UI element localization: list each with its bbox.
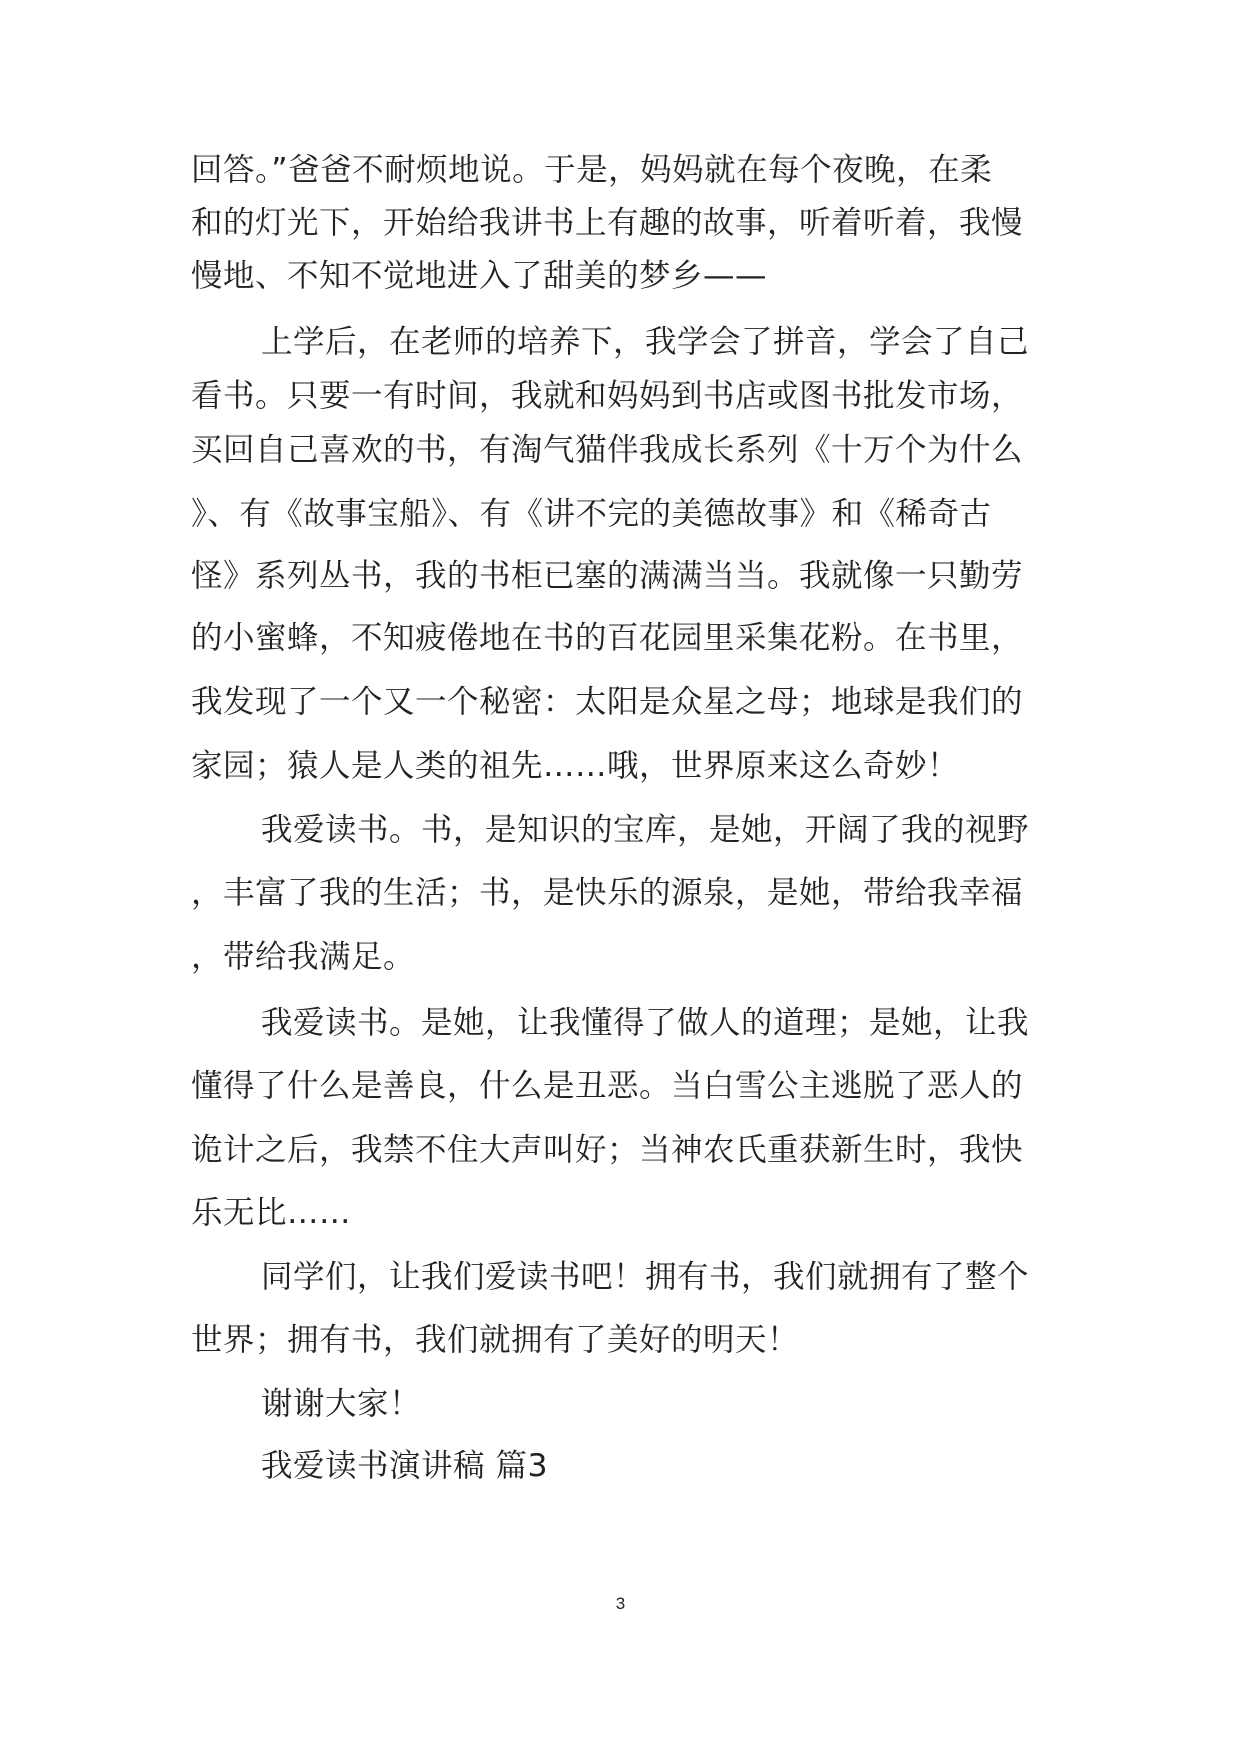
text-line: 我发现了一个又一个秘密：太阳是众星之母；地球是我们的 — [191, 684, 1024, 720]
text-line: 同学们，让我们爱读书吧！拥有书，我们就拥有了整个 — [261, 1259, 1030, 1295]
text-line: 和的灯光下，开始给我讲书上有趣的故事，听着听着，我慢 — [191, 205, 1024, 241]
text-line: 的小蜜蜂，不知疲倦地在书的百花园里采集花粉。在书里， — [191, 620, 1024, 656]
text-line: 怪》系列丛书，我的书柜已塞的满满当当。我就像一只勤劳 — [191, 558, 1024, 594]
text-line: 看书。只要一有时间，我就和妈妈到书店或图书批发市场， — [191, 378, 1024, 414]
section-heading: 我爱读书演讲稿 篇3 — [261, 1448, 549, 1484]
text-line: 家园；猿人是人类的祖先……哦，世界原来这么奇妙！ — [191, 748, 960, 784]
text-line: ，带给我满足。 — [191, 939, 416, 975]
text-line: 》、有《故事宝船》、有《讲不完的美德故事》和《稀奇古 — [191, 496, 992, 532]
text-line: ，丰富了我的生活；书，是快乐的源泉，是她，带给我幸福 — [191, 875, 1024, 911]
page-number: 3 — [615, 1594, 626, 1613]
text-line: 我爱读书。书，是知识的宝库，是她，开阔了我的视野 — [261, 812, 1030, 848]
text-line: 回答。”爸爸不耐烦地说。于是，妈妈就在每个夜晚，在柔 — [191, 152, 993, 188]
text-line: 世界；拥有书，我们就拥有了美好的明天！ — [191, 1322, 800, 1358]
text-line: 懂得了什么是善良，什么是丑恶。当白雪公主逃脱了恶人的 — [191, 1068, 1024, 1104]
text-line: 慢地、不知不觉地进入了甜美的梦乡—— — [191, 258, 768, 294]
text-line: 乐无比…… — [191, 1195, 352, 1231]
text-line: 买回自己喜欢的书，有淘气猫伴我成长系列《十万个为什么 — [191, 432, 1024, 468]
text-line: 上学后，在老师的培养下，我学会了拼音，学会了自己 — [261, 324, 1030, 360]
text-line: 诡计之后，我禁不住大声叫好；当神农氏重获新生时，我快 — [191, 1132, 1024, 1168]
text-line: 谢谢大家！ — [261, 1386, 422, 1422]
text-line: 我爱读书。是她，让我懂得了做人的道理；是她，让我 — [261, 1005, 1030, 1041]
